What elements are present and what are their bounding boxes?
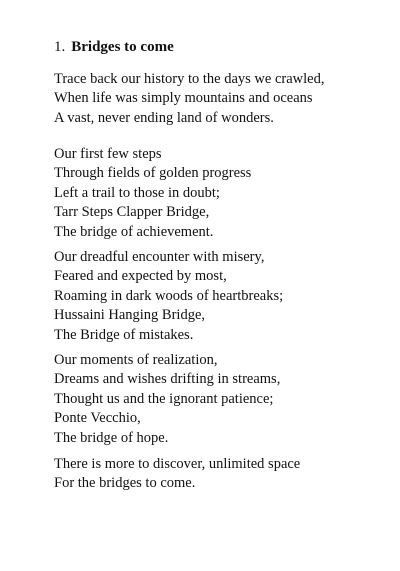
poem-line: Tarr Steps Clapper Bridge, <box>54 204 210 221</box>
poem-line: Feared and expected by most, <box>54 268 227 285</box>
poem-line: Through fields of golden progress <box>54 165 252 182</box>
stanza-1 <box>54 70 324 128</box>
poem-line: Left a trail to those in doubt; <box>54 184 220 201</box>
poem-line: The Bridge of mistakes. <box>54 326 194 343</box>
stanza-3 <box>54 248 283 345</box>
poem-line: When life was simply mountains and oceans <box>54 90 313 107</box>
stanza-4 <box>54 351 280 448</box>
poem-line: Hussaini Hanging Bridge, <box>54 307 206 324</box>
poem-line: Thought us and the ignorant patience; <box>54 390 274 407</box>
stanza-5 <box>54 455 300 494</box>
poem-title-text: Bridges to come <box>71 39 174 55</box>
poem-line: Dreams and wishes drifting in streams, <box>54 371 281 388</box>
poem-line: Trace back our history to the days we crawled, <box>54 71 325 87</box>
poem-line: A vast, never ending land of wonders. <box>54 109 274 126</box>
poem-line: Our moments of realization, <box>54 352 218 368</box>
poem-line: Our dreadful encounter with misery, <box>54 249 265 265</box>
poem-line: The bridge of hope. <box>54 429 169 446</box>
poem-line: Our first few steps <box>54 146 162 162</box>
poem-line: There is more to discover, unlimited space <box>54 456 301 472</box>
poem-title <box>54 38 174 56</box>
poem-number: 1. <box>54 39 66 55</box>
poem-line: Roaming in dark woods of heartbreaks; <box>54 287 284 304</box>
poem-line: The bridge of achievement. <box>54 223 214 240</box>
stanza-2 <box>54 145 251 242</box>
poem-line: Ponte Vecchio, <box>54 410 141 427</box>
poem-line: For the bridges to come. <box>54 475 196 492</box>
